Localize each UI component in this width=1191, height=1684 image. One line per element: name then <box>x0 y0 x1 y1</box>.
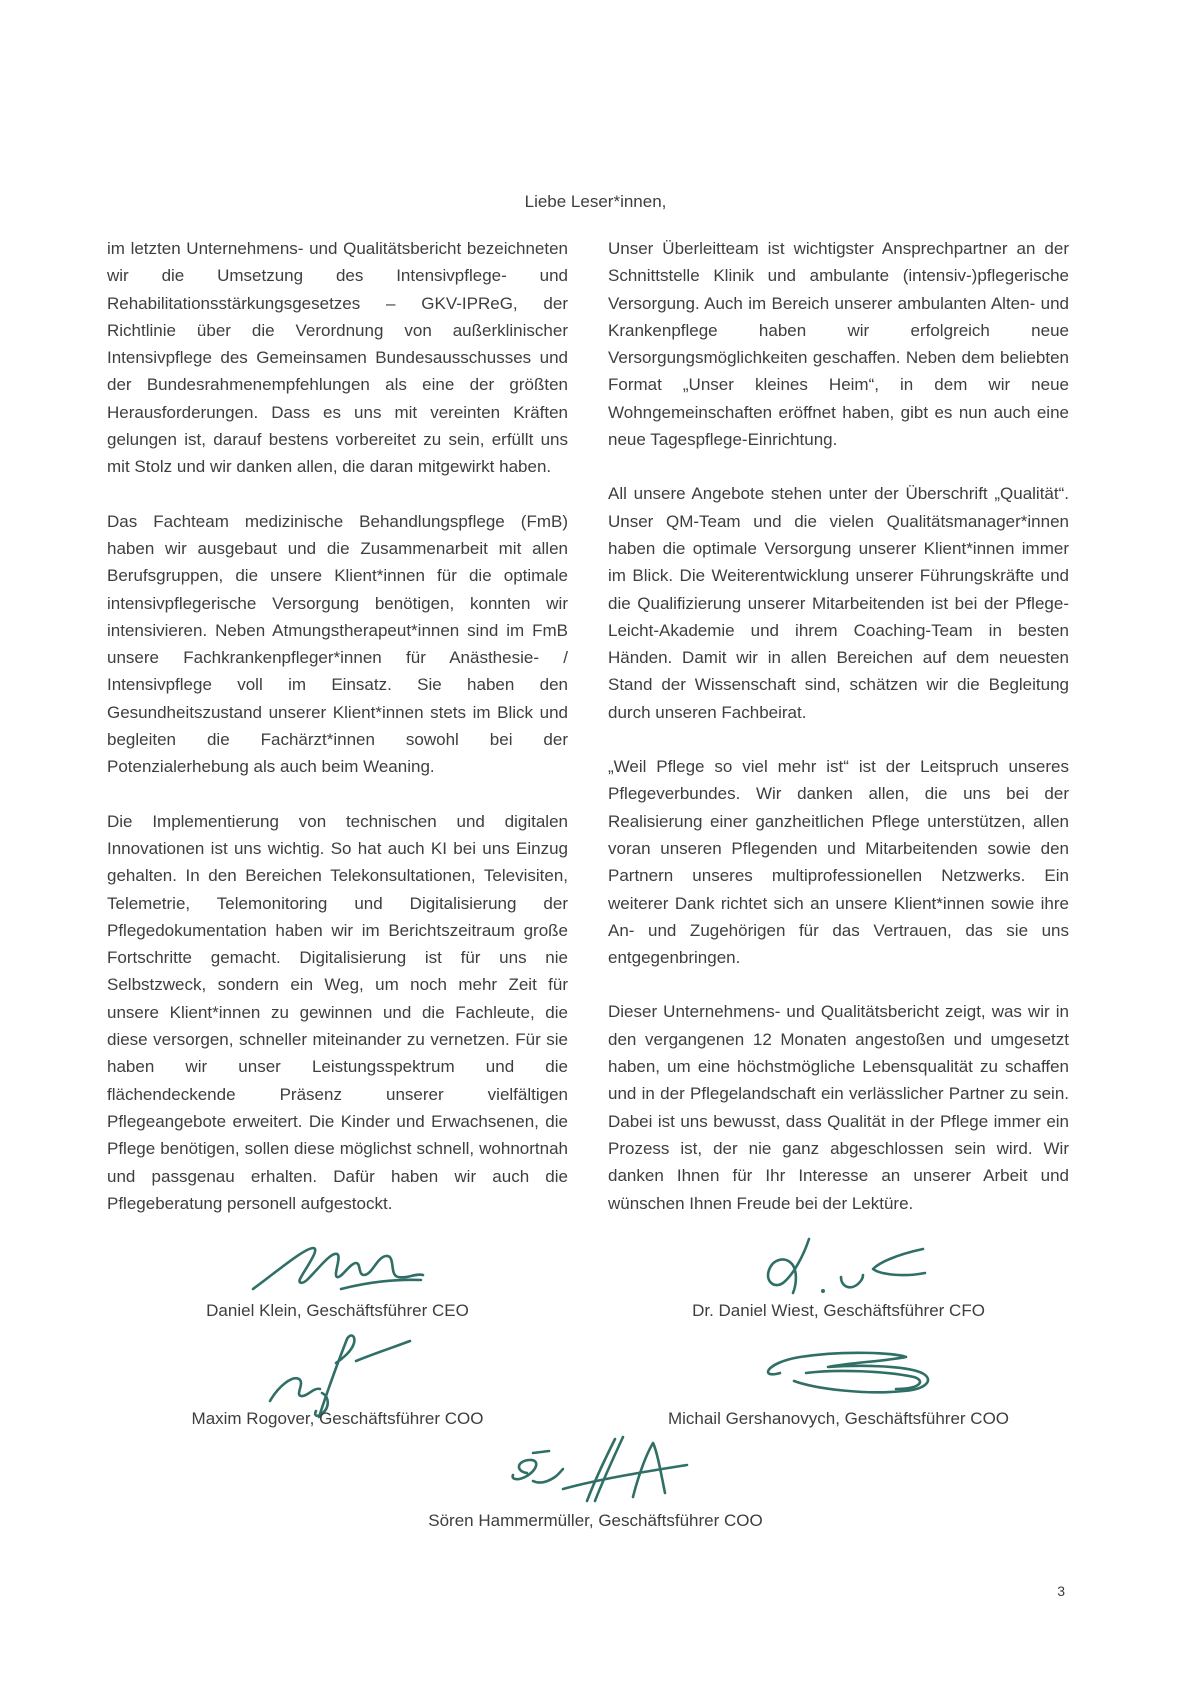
signature-block-daniel-klein <box>107 1239 568 1321</box>
salutation: Liebe Leser*innen, <box>524 192 667 211</box>
signature-caption-maxim-rogover: Maxim Rogover, Geschäftsführer COO <box>191 1409 484 1429</box>
signature-caption-michail-gershanovych: Michail Gershanovych, Geschäftsführer COO <box>667 1409 1010 1429</box>
signature-area-center <box>0 1433 1191 1531</box>
signature-soeren-hammermueller-image <box>499 1433 691 1507</box>
signature-block-daniel-wiest <box>608 1235 1069 1321</box>
right-column <box>608 235 1069 1217</box>
letter-body <box>107 235 1069 1217</box>
signature-caption-soeren-hammermueller: Sören Hammermüller, Geschäftsführer COO <box>428 1511 763 1531</box>
paragraph: Dieser Unternehmens- und Qualitätsbericht zeigt, was wir in den vergangenen 12 Monaten angestoßen und umgesetzt haben, um eine höchstmögliche Lebensqualität zu schaffen und in der Pflegelandschaft ein verlässlicher Partner zu sein. Dabei ist uns bewusst, dass Qualität in der Pflege immer ein Prozess ist, der nie ganz abgeschlossen sein wird. Wir danken Ihnen für Ihr Interesse an unserer Arbeit und wünschen Ihnen Freude bei der Lektüre. <box>608 1002 1069 1213</box>
signature-area <box>107 1235 1069 1429</box>
paragraph: Unser Überleitteam ist wichtigster Ansprechpartner an der Schnittstelle Klinik und ambulante (intensiv-)pflegerische Versorgung. Auch im Bereich unserer ambulanten Alten- und Krankenpflege haben wir erfolgreich neue Versorgungsmöglichkeiten geschaffen. Neben dem beliebten Format „Unser kleines Heim“, in dem wir neue Wohngemeinschaften eröffnet haben, gibt es nun auch eine neue Tagespflege-Einrichtung. <box>608 239 1069 450</box>
signature-block-maxim-rogover <box>107 1331 568 1429</box>
signature-michail-gershanovych-image <box>736 1345 942 1405</box>
paragraph: „Weil Pflege so viel mehr ist“ ist der Leitspruch unseres Pflegeverbundes. Wir danken allen, die uns bei der Realisierung einer ganzheitlichen Pflege unterstützen, allen voran unseren Pflegenden und Mitarbeitenden sowie den Partnern unseres multiprofessionellen Netzwerks. Ein weiterer Dank richtet sich an unsere Klient*innen sowie ihre An- und Zugehörigen für das Vertrauen, das sie uns entgegenbringen. <box>608 757 1069 968</box>
signature-caption-daniel-wiest: Dr. Daniel Wiest, Geschäftsführer CFO <box>692 1301 985 1321</box>
signature-daniel-wiest-image <box>743 1235 935 1297</box>
paragraph: im letzten Unternehmens- und Qualitätsbericht bezeichneten wir die Umsetzung des Intensivpflege- und Rehabilitationsstärkungsgesetzes – GKV-IPReG, der Richtlinie über die Verordnung von außerklinischer Intensivpflege des Gemeinsamen Bundesausschusses und der Bundesrahmenempfehlungen als eine der größten Herausforderungen. Dass es uns mit vereinten Kräften gelungen ist, darauf bestens vorbereitet zu sein, erfüllt uns mit Stolz und wir danken allen, die daran mitgewirkt haben. <box>107 239 568 477</box>
signature-daniel-klein-image <box>249 1239 427 1297</box>
signature-block-soeren-hammermueller <box>428 1433 762 1531</box>
paragraph: Die Implementierung von technischen und digitalen Innovationen ist uns wichtig. So hat auch KI bei uns Einzug gehalten. In den Bereichen Telekonsultationen, Televisiten, Telemetrie, Telemonitoring und Digitalisierung der Pflegedokumentation haben wir im Berichtszeitraum große Fortschritte gemacht. Digitalisierung ist für uns nie Selbstzweck, sondern ein Weg, um noch mehr Zeit für unsere Klient*innen zu gewinnen und die Fachleute, die diese versorgen, schneller miteinander zu vernetzen. Für sie haben wir unser Leistungsspektrum und die flächendeckende Präsenz unserer vielfältigen Pflegeangebote erweitert. Die Kinder und Erwachsenen, die Pflege benötigen, sollen diese möglichst schnell, wohnortnah und passgenau erhalten. Dafür haben wir auch die Pflegeberatung personell aufgestockt. <box>107 811 568 1213</box>
page-number: 3 <box>1057 1583 1065 1599</box>
left-column <box>107 235 568 1217</box>
paragraph: All unsere Angebote stehen unter der Überschrift „Qualität“. Unser QM-Team und die vielen Qualitätsmanager*innen haben die optimale Versorgung unserer Klient*innen immer im Blick. Die Weiterentwicklung unserer Führungskräfte und die Qualifizierung unserer Mitarbeitenden ist bei der Pflege-Leicht-Akademie und ihrem Coaching-Team in besten Händen. Damit wir in allen Bereichen auf dem neuesten Stand der Wissenschaft sind, schätzen wir die Begleitung durch unseren Fachbeirat. <box>608 484 1069 722</box>
signature-block-michail-gershanovych <box>608 1345 1069 1429</box>
paragraph: Das Fachteam medizinische Behandlungspflege (FmB) haben wir ausgebaut und die Zusammenarbeit mit allen Berufsgruppen, die unsere Klient*innen für die optimale intensivpflegerische Versorgung benötigen, konnten wir intensivieren. Neben Atmungstherapeut*innen sind im FmB unsere Fachkrankenpfleger*innen für Anästhesie- / Intensivpflege voll im Einsatz. Sie haben den Gesundheitszustand unserer Klient*innen stets im Blick und begleiten die Fachärzt*innen sowohl bei der Potenzialerhebung als auch beim Weaning. <box>107 511 568 777</box>
signature-caption-daniel-klein: Daniel Klein, Geschäftsführer CEO <box>206 1301 469 1321</box>
